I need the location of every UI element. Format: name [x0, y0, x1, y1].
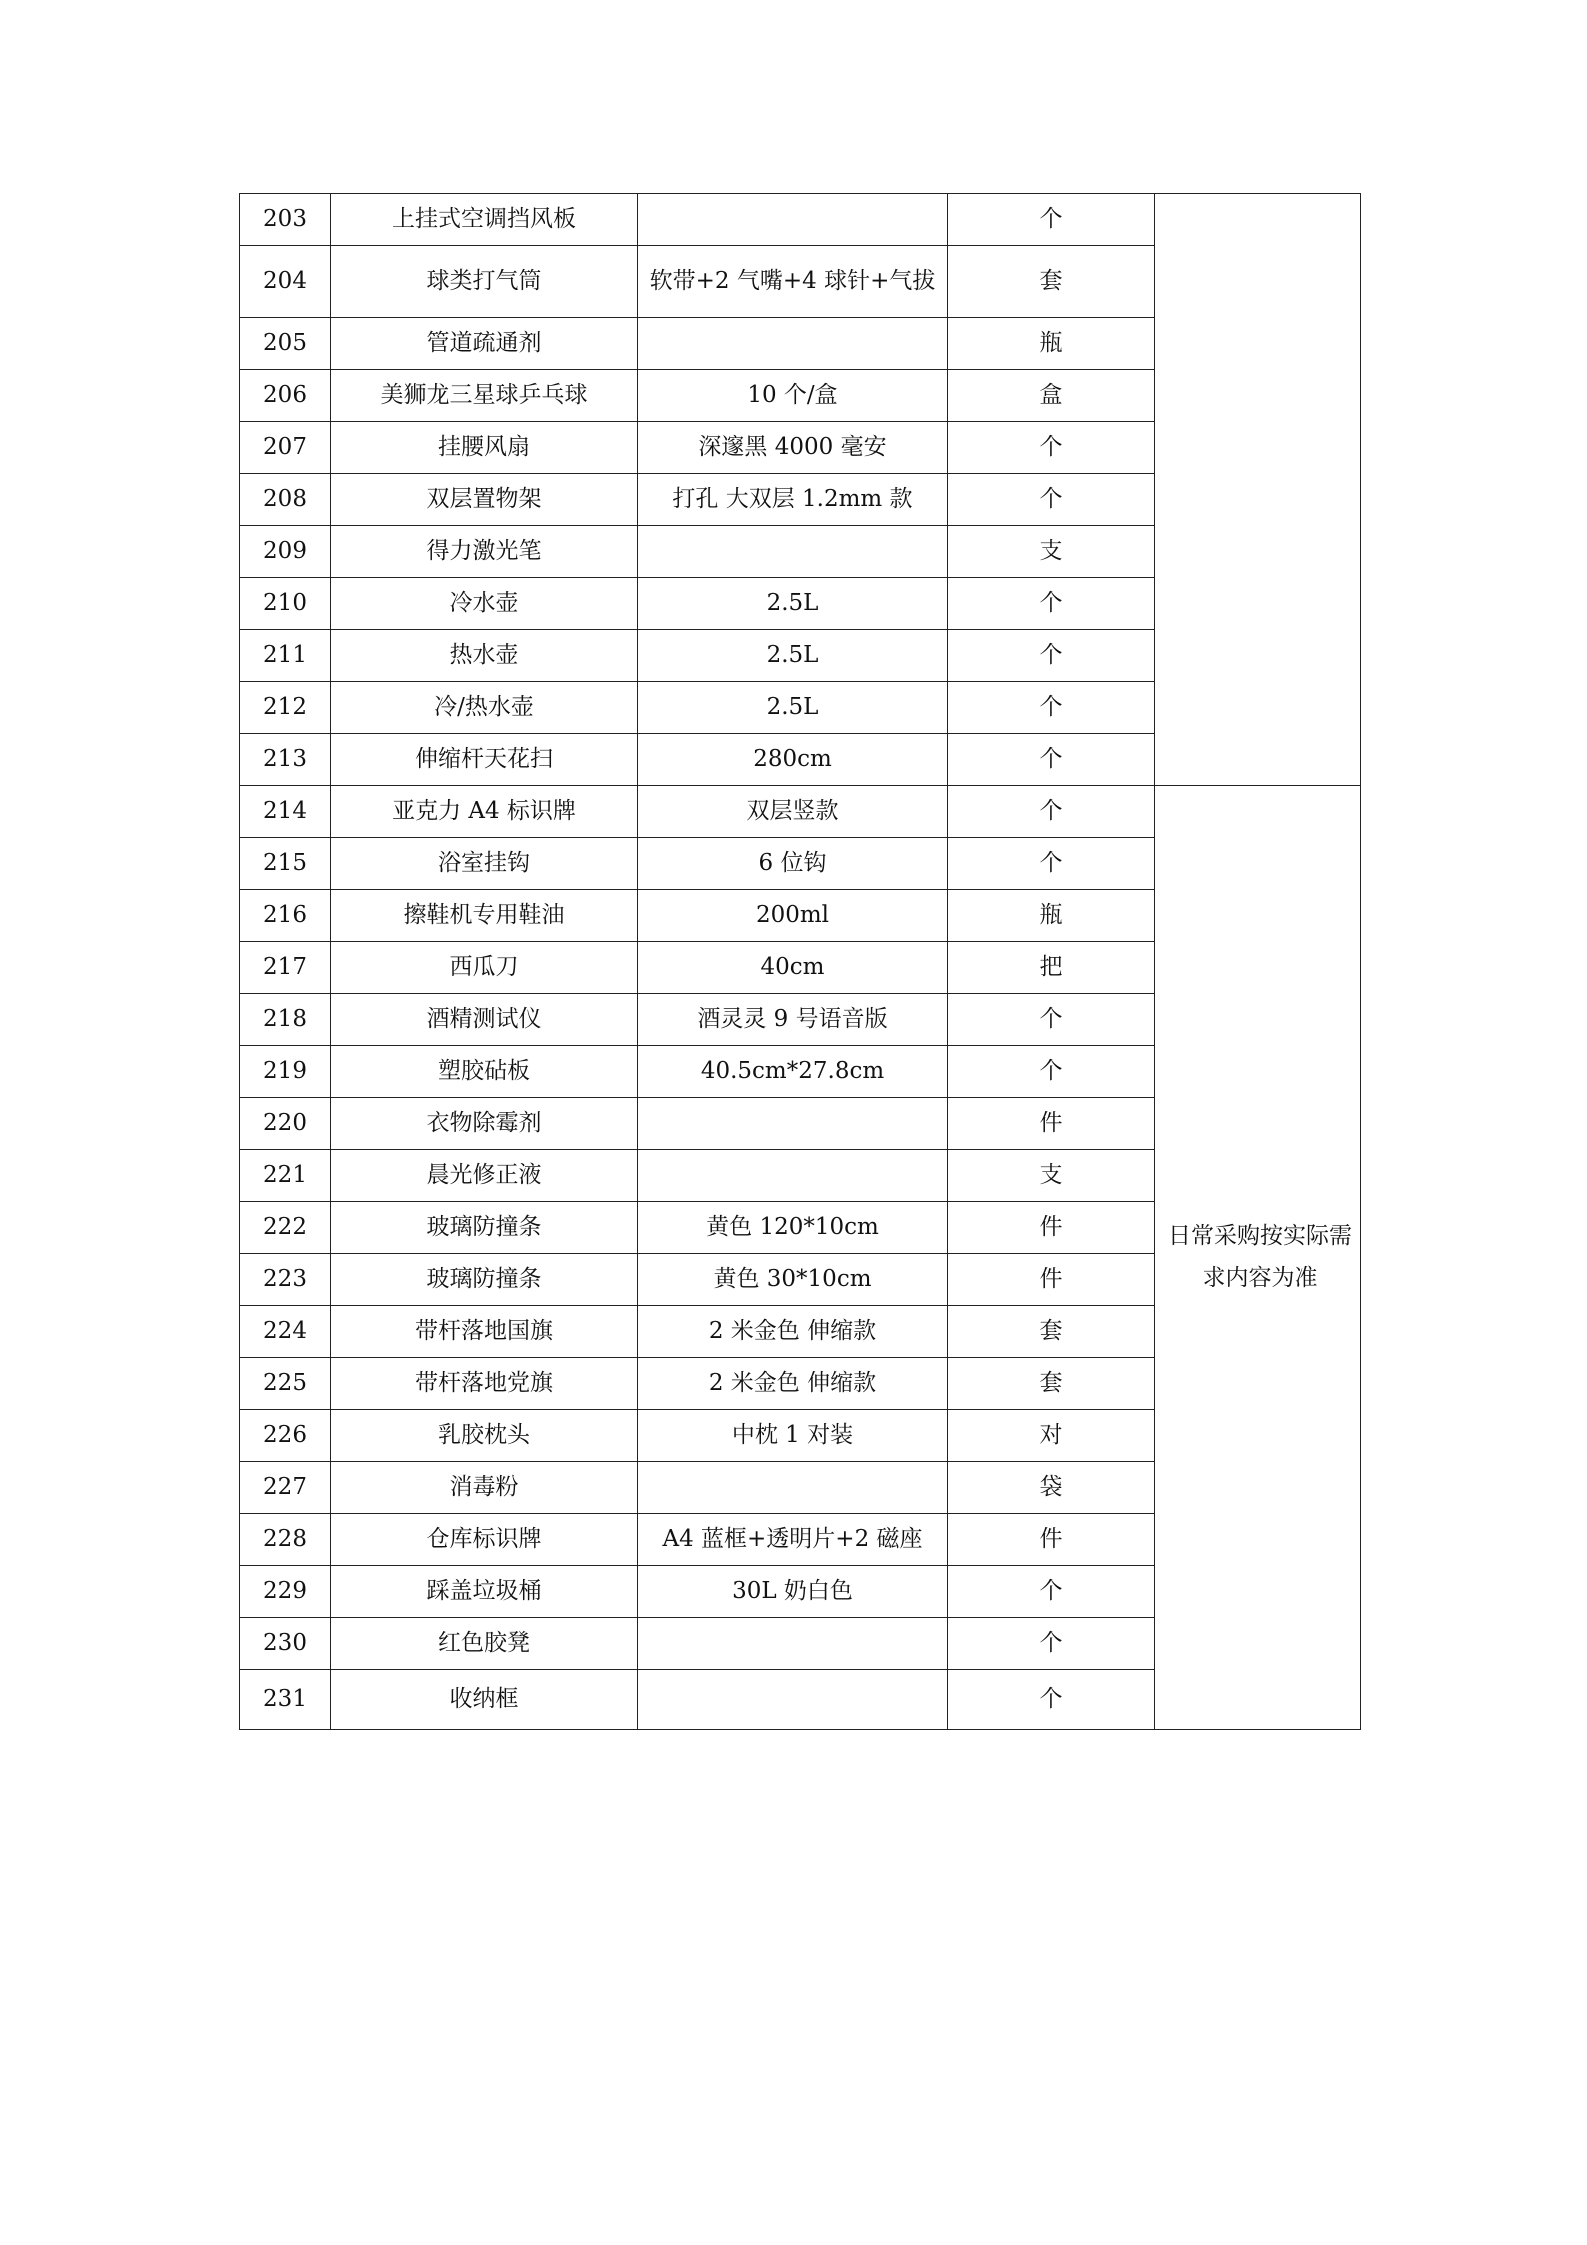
item-name: 酒精测试仪: [331, 994, 638, 1046]
item-name: 衣物除霉剂: [331, 1098, 638, 1150]
item-number: 207: [240, 422, 331, 474]
item-spec: 40.5cm*27.8cm: [638, 1046, 948, 1098]
item-unit: 袋: [948, 1462, 1155, 1514]
item-unit: 件: [948, 1254, 1155, 1306]
item-unit: 个: [948, 194, 1155, 246]
item-spec: [638, 1150, 948, 1202]
item-spec: A4 蓝框+透明片+2 磁座: [638, 1514, 948, 1566]
item-unit: 对: [948, 1410, 1155, 1462]
item-unit: 套: [948, 1306, 1155, 1358]
item-name: 玻璃防撞条: [331, 1202, 638, 1254]
item-unit: 个: [948, 786, 1155, 838]
item-name: 管道疏通剂: [331, 318, 638, 370]
item-name: 仓库标识牌: [331, 1514, 638, 1566]
item-name: 乳胶枕头: [331, 1410, 638, 1462]
item-name: 塑胶砧板: [331, 1046, 638, 1098]
item-spec: 打孔 大双层 1.2mm 款: [638, 474, 948, 526]
item-number: 220: [240, 1098, 331, 1150]
item-unit: 支: [948, 1150, 1155, 1202]
table-row: [240, 786, 1361, 838]
item-unit: 盒: [948, 370, 1155, 422]
item-name: 美狮龙三星球乒乓球: [331, 370, 638, 422]
item-spec: 双层竖款: [638, 786, 948, 838]
item-number: 203: [240, 194, 331, 246]
item-spec: 2.5L: [638, 630, 948, 682]
table-body: [240, 194, 1361, 1730]
remark-cell: [1155, 786, 1361, 1730]
item-name: 亚克力 A4 标识牌: [331, 786, 638, 838]
item-number: 216: [240, 890, 331, 942]
item-unit: 套: [948, 1358, 1155, 1410]
item-unit: 件: [948, 1202, 1155, 1254]
item-name: 带杆落地国旗: [331, 1306, 638, 1358]
item-spec: 30L 奶白色: [638, 1566, 948, 1618]
item-name: 踩盖垃圾桶: [331, 1566, 638, 1618]
item-name: 玻璃防撞条: [331, 1254, 638, 1306]
item-number: 214: [240, 786, 331, 838]
item-number: 225: [240, 1358, 331, 1410]
item-table: [239, 193, 1361, 1730]
item-name: 冷/热水壶: [331, 682, 638, 734]
item-spec: 酒灵灵 9 号语音版: [638, 994, 948, 1046]
item-number: 213: [240, 734, 331, 786]
item-number: 204: [240, 246, 331, 318]
item-unit: 个: [948, 1046, 1155, 1098]
item-spec: 2.5L: [638, 578, 948, 630]
item-unit: 个: [948, 578, 1155, 630]
remark-text: 日常采购按实际需求内容为准: [1168, 1223, 1352, 1291]
item-number: 210: [240, 578, 331, 630]
item-number: 215: [240, 838, 331, 890]
item-spec: 2 米金色 伸缩款: [638, 1306, 948, 1358]
item-spec: [638, 318, 948, 370]
item-number: 206: [240, 370, 331, 422]
item-spec: [638, 1670, 948, 1730]
item-name: 带杆落地党旗: [331, 1358, 638, 1410]
item-unit: 个: [948, 682, 1155, 734]
item-name: 球类打气筒: [331, 246, 638, 318]
item-unit: 支: [948, 526, 1155, 578]
item-spec: 40cm: [638, 942, 948, 994]
item-spec: [638, 1098, 948, 1150]
item-unit: 个: [948, 1566, 1155, 1618]
item-unit: 件: [948, 1514, 1155, 1566]
item-spec: 深邃黑 4000 毫安: [638, 422, 948, 474]
item-name: 双层置物架: [331, 474, 638, 526]
item-unit: 瓶: [948, 890, 1155, 942]
item-number: 228: [240, 1514, 331, 1566]
item-spec: 2.5L: [638, 682, 948, 734]
item-number: 230: [240, 1618, 331, 1670]
item-unit: 把: [948, 942, 1155, 994]
item-unit: 个: [948, 734, 1155, 786]
item-number: 219: [240, 1046, 331, 1098]
item-number: 221: [240, 1150, 331, 1202]
item-unit: 个: [948, 630, 1155, 682]
item-number: 231: [240, 1670, 331, 1730]
item-number: 212: [240, 682, 331, 734]
item-number: 218: [240, 994, 331, 1046]
item-unit: 个: [948, 838, 1155, 890]
item-number: 229: [240, 1566, 331, 1618]
remark-cell-empty: [1155, 194, 1361, 786]
item-name: 消毒粉: [331, 1462, 638, 1514]
item-spec: 2 米金色 伸缩款: [638, 1358, 948, 1410]
item-name: 红色胶凳: [331, 1618, 638, 1670]
item-unit: 套: [948, 246, 1155, 318]
item-unit: 个: [948, 422, 1155, 474]
item-number: 208: [240, 474, 331, 526]
item-number: 217: [240, 942, 331, 994]
item-name: 上挂式空调挡风板: [331, 194, 638, 246]
item-spec: 软带+2 气嘴+4 球针+气拔: [638, 246, 948, 318]
item-spec: [638, 1462, 948, 1514]
item-unit: 个: [948, 474, 1155, 526]
item-name: 冷水壶: [331, 578, 638, 630]
item-unit: 个: [948, 1618, 1155, 1670]
item-number: 205: [240, 318, 331, 370]
item-spec: 中枕 1 对装: [638, 1410, 948, 1462]
item-number: 222: [240, 1202, 331, 1254]
item-unit: 瓶: [948, 318, 1155, 370]
item-spec: [638, 1618, 948, 1670]
item-spec: 黄色 120*10cm: [638, 1202, 948, 1254]
item-number: 223: [240, 1254, 331, 1306]
item-name: 收纳框: [331, 1670, 638, 1730]
item-unit: 件: [948, 1098, 1155, 1150]
item-spec: [638, 526, 948, 578]
item-spec: 6 位钩: [638, 838, 948, 890]
item-name: 浴室挂钩: [331, 838, 638, 890]
item-name: 晨光修正液: [331, 1150, 638, 1202]
table-row: [240, 194, 1361, 246]
item-name: 挂腰风扇: [331, 422, 638, 474]
item-number: 211: [240, 630, 331, 682]
item-spec: [638, 194, 948, 246]
item-unit: 个: [948, 994, 1155, 1046]
item-name: 得力激光笔: [331, 526, 638, 578]
item-spec: 280cm: [638, 734, 948, 786]
item-number: 227: [240, 1462, 331, 1514]
item-unit: 个: [948, 1670, 1155, 1730]
item-number: 209: [240, 526, 331, 578]
item-name: 伸缩杆天花扫: [331, 734, 638, 786]
item-name: 热水壶: [331, 630, 638, 682]
item-name: 擦鞋机专用鞋油: [331, 890, 638, 942]
item-name: 西瓜刀: [331, 942, 638, 994]
item-spec: 10 个/盒: [638, 370, 948, 422]
item-spec: 200ml: [638, 890, 948, 942]
item-number: 226: [240, 1410, 331, 1462]
item-number: 224: [240, 1306, 331, 1358]
item-spec: 黄色 30*10cm: [638, 1254, 948, 1306]
